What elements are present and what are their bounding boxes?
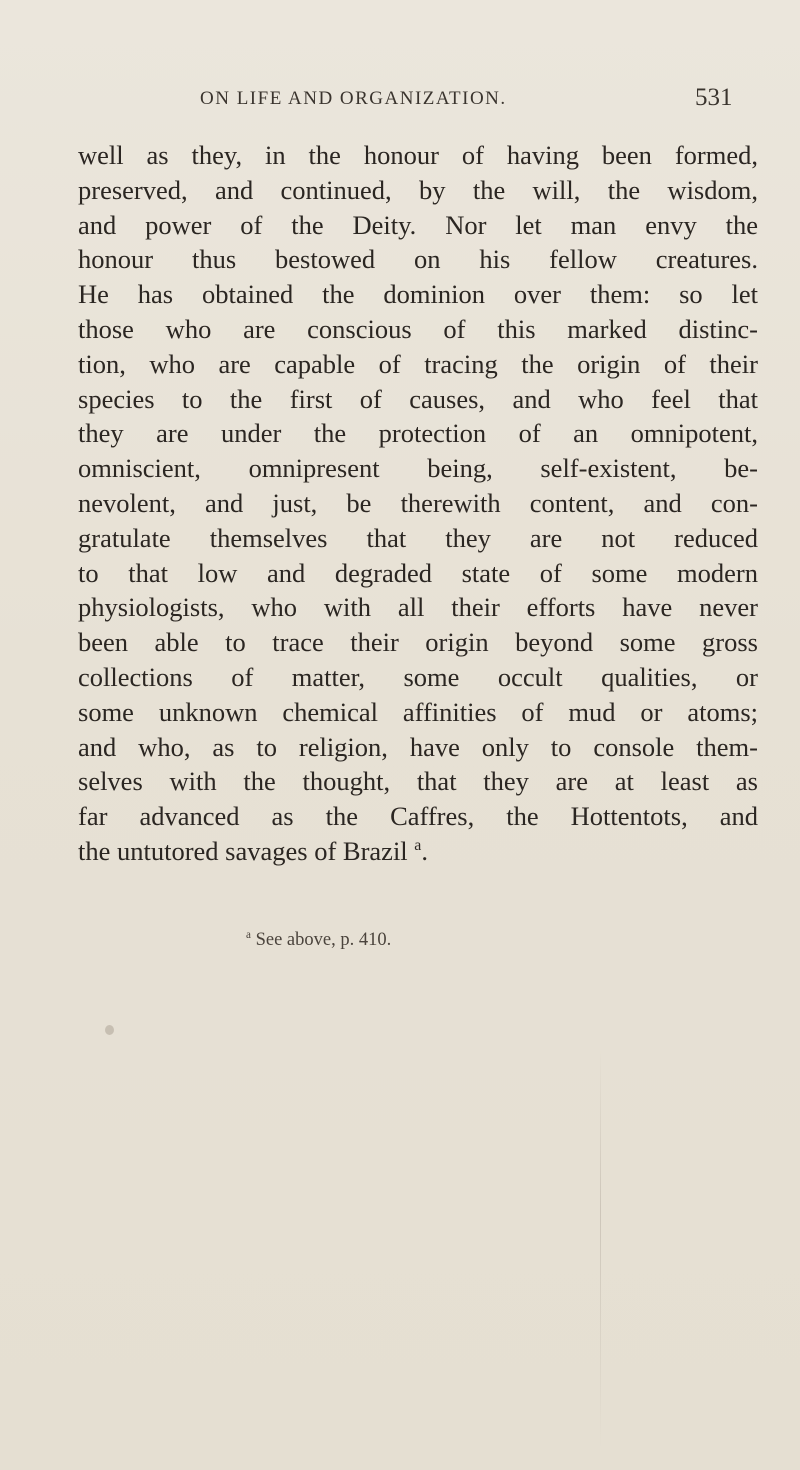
footnote-marker: a: [246, 928, 251, 941]
text-line: well as they, in the honour of having been formed,: [78, 140, 758, 170]
text-line: omniscient, omnipresent being, self-existent, be-: [78, 453, 758, 484]
page-number: 531: [695, 84, 733, 111]
text-line: tion, who are capable of tracing the origin of their: [78, 348, 758, 379]
footnote: [246, 930, 391, 951]
text-line: selves with the thought, that they are at least as: [78, 766, 758, 797]
text-line: He has obtained the dominion over them: so let: [78, 279, 758, 310]
text-line: been able to trace their origin beyond some gross: [78, 627, 758, 658]
text-line: collections of matter, some occult qualities, or: [78, 661, 758, 692]
text-line: some unknown chemical affinities of mud or atoms;: [78, 696, 758, 727]
page-header: [0, 84, 800, 118]
text-line: and who, as to religion, have only to console them-: [78, 731, 758, 762]
text-line-last: [78, 834, 758, 869]
text-line: nevolent, and just, be therewith content, and con-: [78, 487, 758, 518]
text-line: preserved, and continued, by the will, the wisdom,: [78, 174, 758, 205]
paper-fold-line: [600, 1050, 601, 1450]
last-line-end: .: [421, 835, 428, 866]
text-line: and power of the Deity. Nor let man envy the: [78, 209, 758, 240]
body-text: [78, 138, 758, 869]
text-line: to that low and degraded state of some modern: [78, 557, 758, 588]
text-line: far advanced as the Caffres, the Hottentots, and: [78, 801, 758, 832]
footnote-reference: a: [414, 837, 422, 855]
text-line: honour thus bestowed on his fellow creatures.: [78, 244, 758, 275]
text-line: species to the first of causes, and who feel that: [78, 383, 758, 414]
text-line: gratulate themselves that they are not reduced: [78, 522, 758, 553]
footnote-text: See above, p. 410.: [255, 930, 392, 950]
text-line: those who are conscious of this marked distinc-: [78, 313, 758, 344]
text-line: physiologists, who with all their efforts have never: [78, 592, 758, 623]
text-line: they are under the protection of an omnipotent,: [78, 418, 758, 449]
last-line-text: the untutored savages of Brazil: [78, 835, 408, 866]
ink-smudge: [105, 1025, 114, 1035]
running-head: ON LIFE AND ORGANIZATION.: [200, 88, 507, 109]
